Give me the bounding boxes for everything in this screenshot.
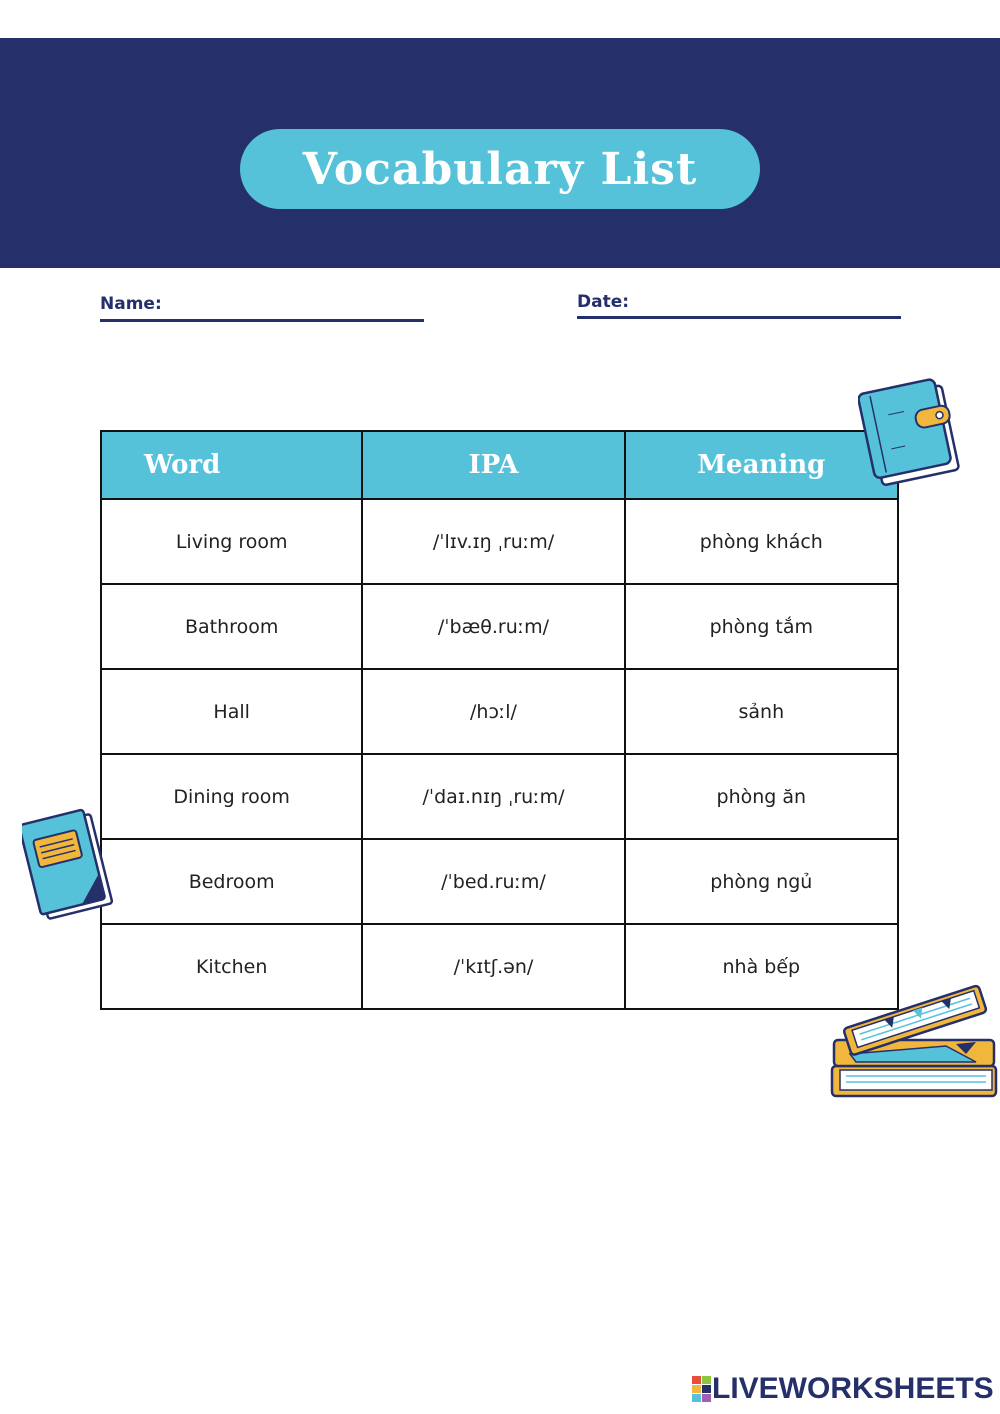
ipa-cell: /ˈbed.ruːm/ xyxy=(362,839,624,924)
table-row xyxy=(101,924,898,1009)
word-cell: Living room xyxy=(101,499,362,584)
word-cell: Dining room xyxy=(101,754,362,839)
meaning-cell: phòng ngủ xyxy=(625,839,898,924)
liveworksheets-logo[interactable] xyxy=(692,1372,994,1406)
column-header-meaning: Meaning xyxy=(625,431,898,499)
column-header-ipa: IPA xyxy=(362,431,624,499)
table-row xyxy=(101,584,898,669)
table-row xyxy=(101,754,898,839)
date-line[interactable] xyxy=(577,316,901,319)
meaning-cell: phòng khách xyxy=(625,499,898,584)
word-cell: Hall xyxy=(101,669,362,754)
word-cell: Kitchen xyxy=(101,924,362,1009)
table-row xyxy=(101,839,898,924)
meaning-cell: sảnh xyxy=(625,669,898,754)
ipa-cell: /ˈkɪtʃ.ən/ xyxy=(362,924,624,1009)
book-icon xyxy=(22,806,120,924)
books-stack-icon xyxy=(826,970,1000,1104)
meaning-cell: nhà bếp xyxy=(625,924,898,1009)
word-cell: Bedroom xyxy=(101,839,362,924)
meaning-cell: phòng tắm xyxy=(625,584,898,669)
ipa-cell: /ˈlɪv.ɪŋ ˌruːm/ xyxy=(362,499,624,584)
table-row xyxy=(101,669,898,754)
word-cell: Bathroom xyxy=(101,584,362,669)
title-pill xyxy=(240,129,760,209)
column-header-word: Word xyxy=(101,431,362,499)
ipa-cell: /hɔːl/ xyxy=(362,669,624,754)
vocabulary-table xyxy=(100,430,899,1010)
liveworksheets-logo-icon xyxy=(692,1376,712,1402)
ipa-cell: /ˈbæθ.ruːm/ xyxy=(362,584,624,669)
date-label: Date: xyxy=(577,292,630,312)
meaning-cell: phòng ăn xyxy=(625,754,898,839)
notebook-icon xyxy=(858,374,968,486)
page-title: Vocabulary List xyxy=(302,143,698,195)
table-header-row xyxy=(101,431,898,499)
liveworksheets-logo-text: LIVEWORKSHEETS xyxy=(712,1372,994,1405)
name-line[interactable] xyxy=(100,319,424,322)
name-label: Name: xyxy=(100,294,162,314)
ipa-cell: /ˈdaɪ.nɪŋ ˌruːm/ xyxy=(362,754,624,839)
table-row xyxy=(101,499,898,584)
